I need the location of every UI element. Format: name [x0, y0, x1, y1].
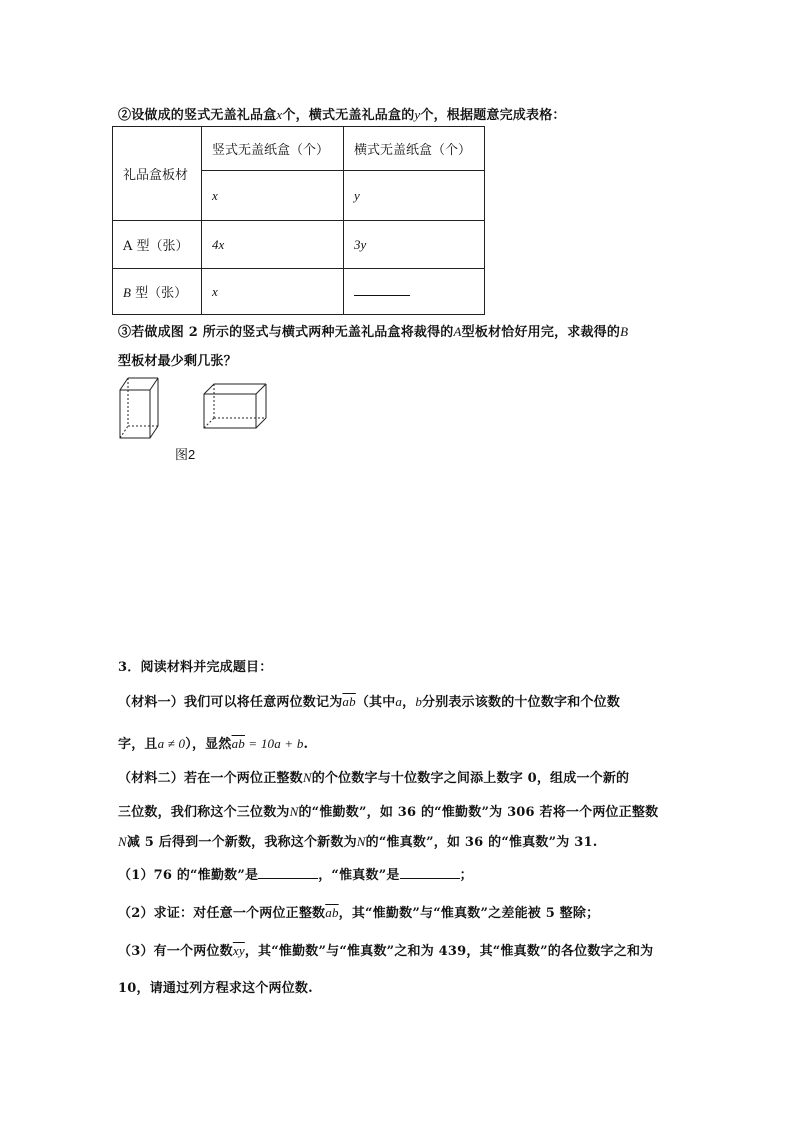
circled-three: ③ [118, 325, 132, 340]
m1-l2-text-b: ），显然 [185, 737, 232, 752]
s2-text-b: ，其“惟勤数”与“惟真数”之差能被 5 整除； [338, 906, 600, 921]
overline-ab: $\overline{ab}$ [342, 694, 356, 709]
table-rowA-label: A 型（张） [113, 221, 202, 269]
p3-heading: 3．阅读材料并完成题目： [118, 660, 273, 675]
q3-line-1 [118, 321, 628, 340]
table-rowA-col1: 4x [202, 221, 344, 269]
var-N: N [302, 770, 312, 785]
sub-question-3-line-2: 10，请通过列方程求这个两位数. [118, 981, 313, 996]
var-N-4: N [356, 834, 366, 849]
figure-boxes [112, 372, 282, 444]
q3-text-1c: 型板材恰好用完，求裁得的 [461, 325, 621, 340]
var-B: B [123, 285, 131, 300]
s1-text-b: ，“惟真数”是 [318, 868, 400, 883]
m2-l1-text-b: 的个位数字与十位数字之间添上数字 0，组成一个新的 [311, 771, 630, 786]
var-x: x [276, 107, 283, 122]
m2-l2-text-b: 的“惟勤数”，如 36 的“惟勤数”为 306 若将一个两位正整数 [298, 805, 659, 820]
table-rowB-label [113, 269, 202, 315]
var-N-3: N [118, 834, 127, 849]
var-b: b [415, 694, 423, 709]
material2-line-2 [118, 801, 658, 820]
table-row-header: 礼品盒板材 [113, 127, 202, 221]
condition-a-not-zero: a ≠ 0 [157, 736, 186, 751]
overline-ab-3: $\overline{ab}$ [325, 905, 339, 920]
overline-ab-2: $\overline{ab}$ [231, 736, 245, 751]
m2-l3-text-b: 的“惟真数”，如 36 的“惟真数”为 31. [365, 835, 598, 850]
circled-two: ② [118, 108, 132, 123]
material2-line-3 [118, 831, 597, 850]
var-A: A [453, 324, 462, 339]
answer-blank-1[interactable] [258, 866, 318, 879]
table-rowA-col2: 3y [344, 221, 485, 269]
table-rowB-col1: x [202, 269, 344, 315]
figure-caption: 图2 [175, 447, 196, 462]
m2-l3-text-a: 减 5 后得到一个新数，我称这个新数为 [126, 835, 357, 850]
overline-xy: $\overline{xy}$ [232, 943, 245, 958]
q3-text-1a: 若做成图 2 所示的竖式与横式两种无盖礼品盒将裁得的 [131, 325, 454, 340]
var-B2: B [620, 324, 629, 339]
q2-text-3: 个，根据题意完成表格： [420, 108, 566, 123]
material2-line-1 [118, 767, 629, 786]
m1-comma: ， [402, 695, 416, 710]
q2-text-1: 设做成的竖式无盖礼品盒 [131, 108, 277, 123]
var-N-2: N [289, 804, 299, 819]
var-y: y [414, 107, 421, 122]
material1-line-1 [118, 691, 620, 710]
rowB-label-text: 型（张） [135, 286, 188, 301]
horizontal-box [204, 384, 266, 428]
table-col2-var: y [344, 171, 485, 221]
m1-text-c: 分别表示该数的十位数字和个位数 [422, 695, 621, 710]
q2-text-2: 个，横式无盖礼品盒的 [282, 108, 415, 123]
material1-line-2 [118, 733, 308, 752]
m1-text-b: （其中 [355, 695, 396, 710]
table-col1-var: x [202, 171, 344, 221]
q3-line-2: 型板材最少剩几张？ [118, 354, 237, 369]
s1-text-a: （1）76 的“惟勤数”是 [118, 868, 259, 883]
s1-text-c: ； [459, 868, 473, 883]
sub-question-3-line-1 [118, 940, 653, 959]
equation-10a-b: = 10a + b [244, 736, 304, 751]
answer-blank[interactable] [354, 283, 410, 296]
s3-text-b: ，其“惟勤数”与“惟真数”之和为 439，其“惟真数”的各位数字之和为 [244, 944, 654, 959]
answer-blank-2[interactable] [400, 866, 460, 879]
q2-intro [118, 104, 566, 123]
s2-text-a: （2）求证：对任意一个两位正整数 [118, 906, 326, 921]
m1-text-a: （材料一）我们可以将任意两位数记为 [118, 695, 343, 710]
sub-question-2 [118, 902, 599, 921]
table-col1-header: 竖式无盖纸盒（个） [202, 127, 344, 171]
m2-l2-text-a: 三位数，我们称这个三位数为 [118, 805, 290, 820]
m2-l1-text-a: （材料二）若在一个两位正整数 [118, 771, 303, 786]
materials-table [112, 126, 485, 315]
m1-l2-period: . [303, 737, 309, 752]
sub-question-1 [118, 864, 473, 883]
vertical-box [120, 378, 158, 438]
s3-text-a: （3）有一个两位数 [118, 944, 233, 959]
m1-l2-text-a: 字，且 [118, 737, 158, 752]
table-rowB-col2 [344, 269, 485, 315]
var-a: a [395, 694, 403, 709]
table-col2-header: 横式无盖纸盒（个） [344, 127, 485, 171]
